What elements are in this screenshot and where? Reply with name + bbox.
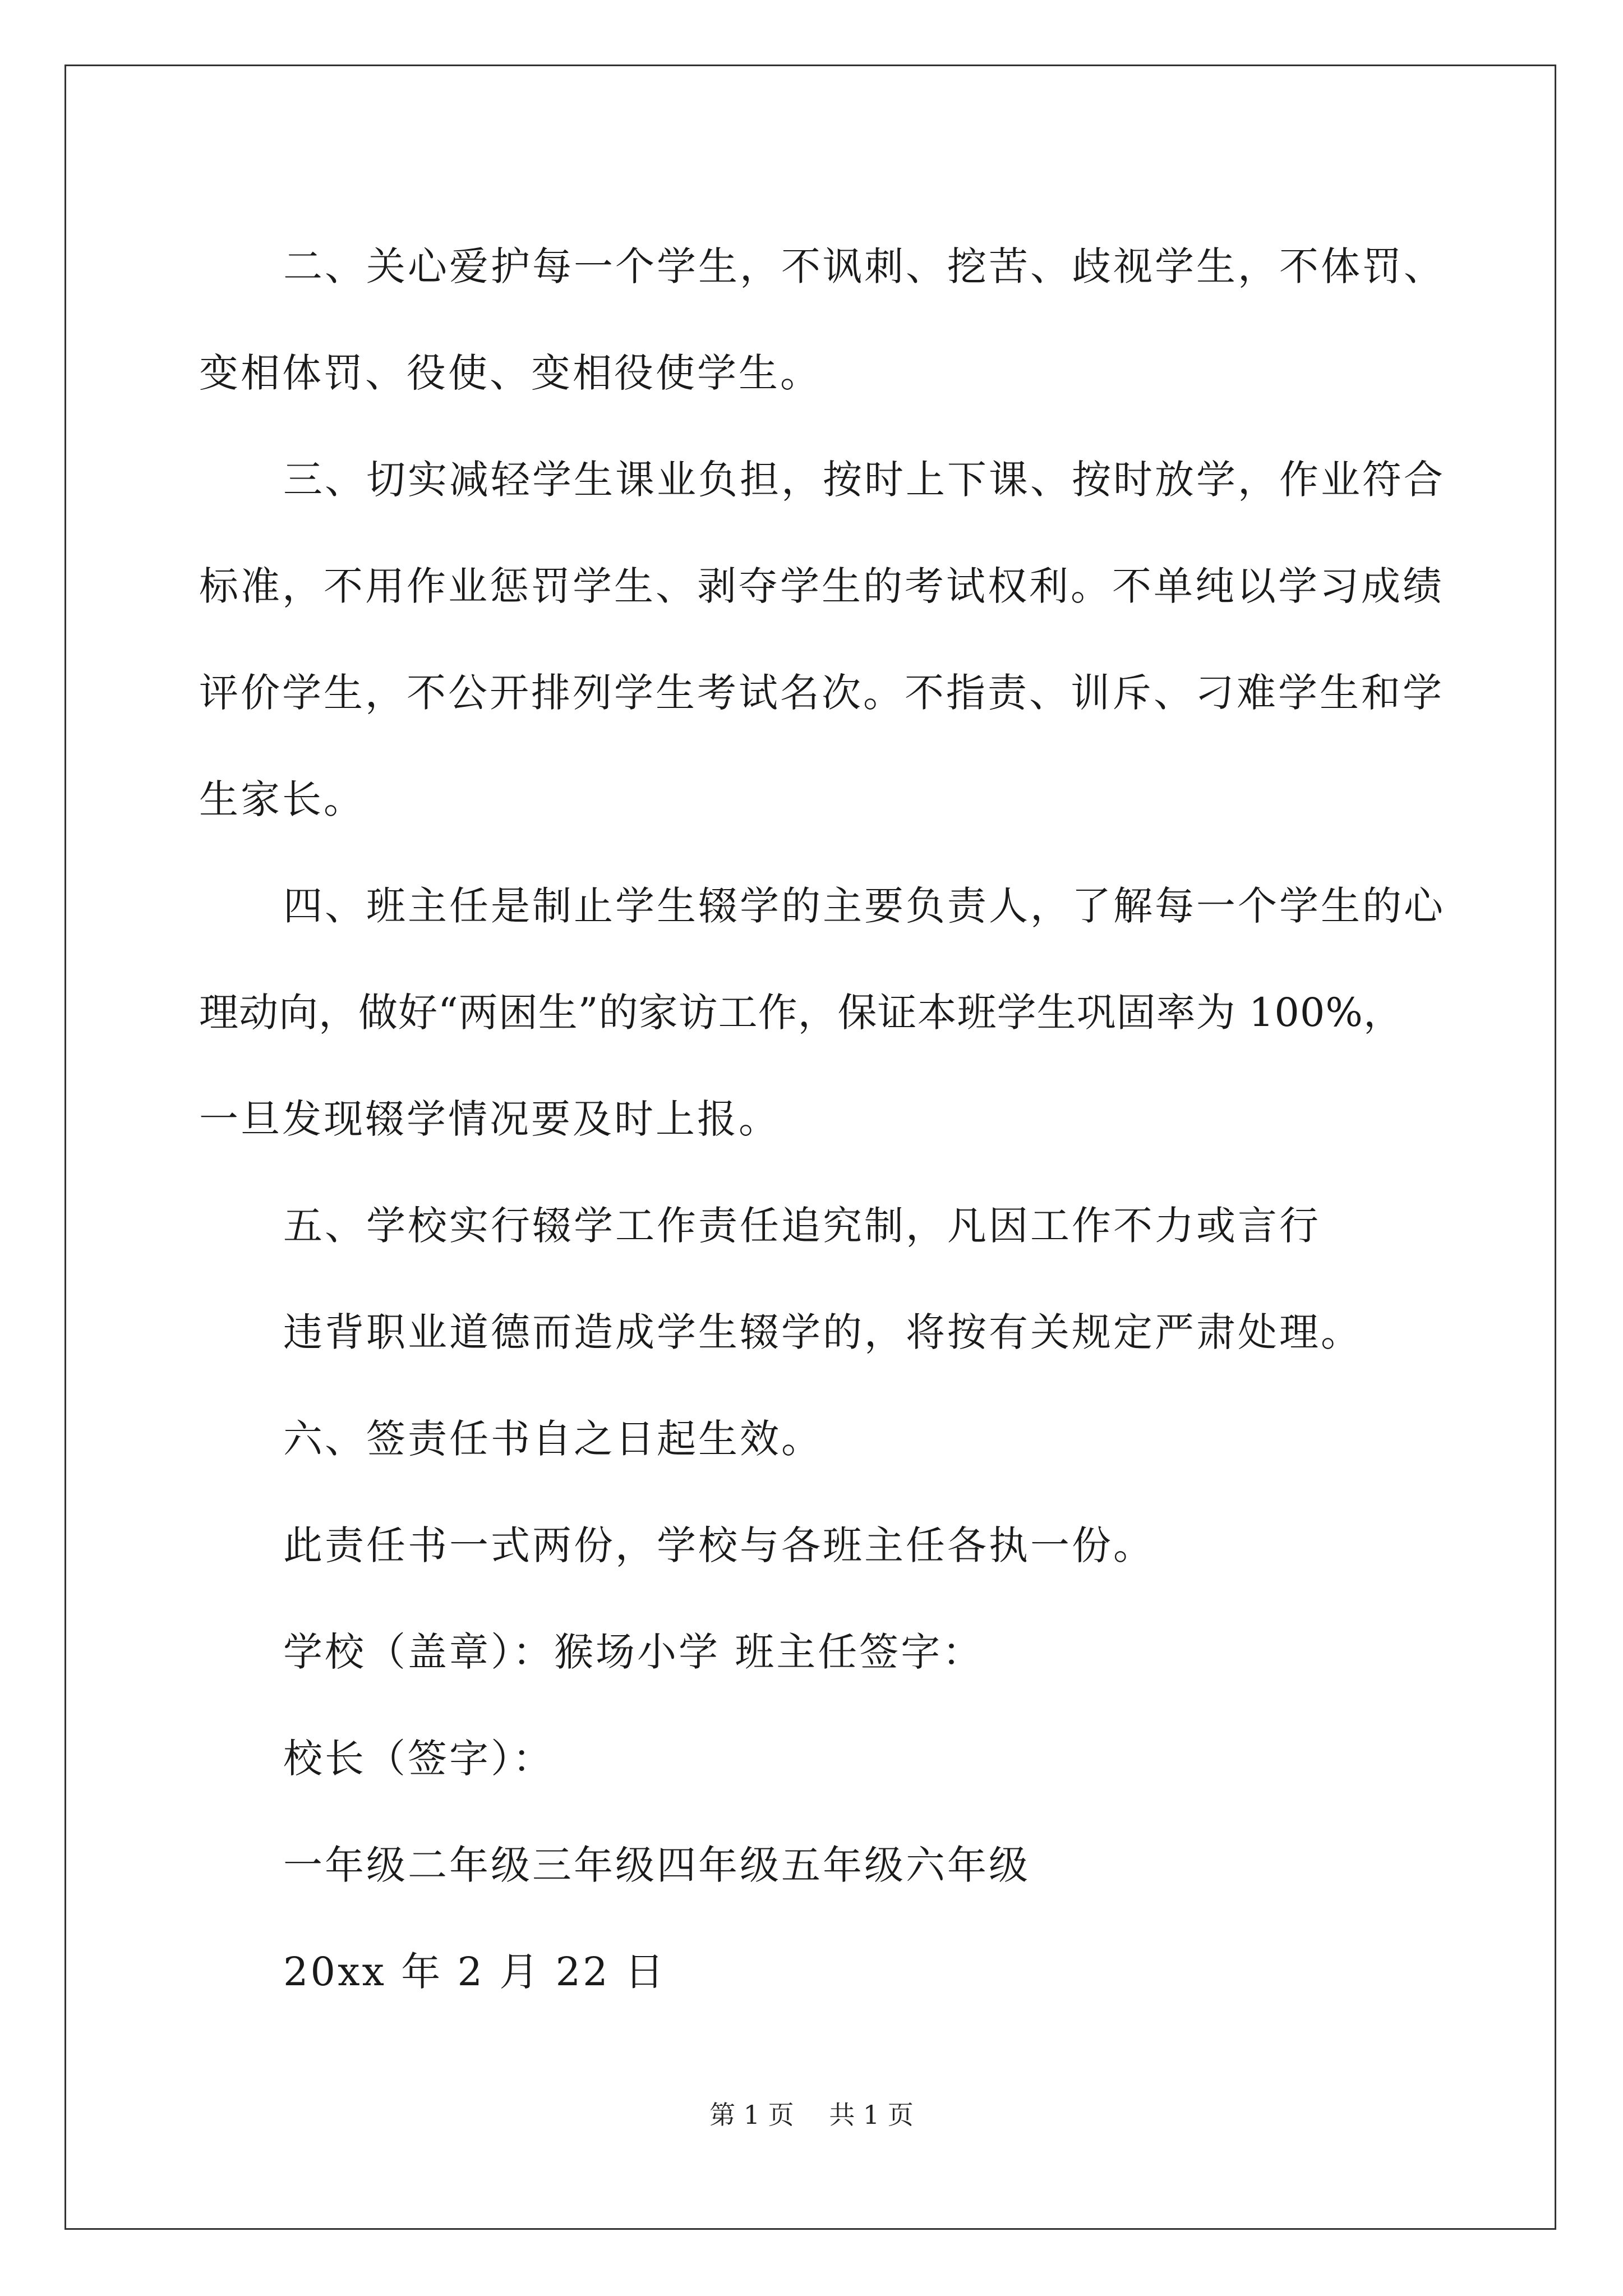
paragraph-line: 四、班主任是制止学生辍学的主要负责人，了解每一个学生的心 bbox=[283, 883, 1445, 929]
paragraph-line: 一旦发现辍学情况要及时上报。 bbox=[199, 1096, 780, 1142]
page-footer bbox=[0, 2098, 1623, 2132]
document-body bbox=[199, 213, 1461, 2025]
paragraph-line: 理动向，做好“两困生”的家访工作，保证本班学生巩固率为 100%， bbox=[199, 990, 1403, 1036]
paragraph-line: 三、切实减轻学生课业负担，按时上下课、按时放学，作业符合 bbox=[283, 457, 1445, 503]
grade-list: 一年级二年级三年级四年级五年级六年级 bbox=[283, 1842, 1030, 1888]
paragraph-line: 生家长。 bbox=[199, 776, 365, 822]
paragraph-line: 六、签责任书自之日起生效。 bbox=[283, 1416, 823, 1462]
document-date: 20xx 年 2 月 22 日 bbox=[283, 1949, 666, 1995]
paragraph-line: 标准，不用作业惩罚学生、剥夺学生的考试权利。不单纯以学习成绩 bbox=[199, 563, 1444, 609]
paragraph-line: 评价学生，不公开排列学生考试名次。不指责、训斥、刁难学生和学 bbox=[199, 670, 1444, 716]
paragraph-line: 五、学校实行辍学工作责任追究制，凡因工作不力或言行 bbox=[283, 1203, 1321, 1249]
signature-line-school: 学校（盖章）：猴场小学 班主任签字： bbox=[283, 1629, 984, 1675]
paragraph-line: 违背职业道德而造成学生辍学的，将按有关规定严肃处理。 bbox=[283, 1309, 1362, 1355]
paragraph-line: 变相体罚、役使、变相役使学生。 bbox=[199, 350, 822, 396]
page-total: 共 1 页 bbox=[829, 2100, 914, 2130]
page-number: 第 1 页 bbox=[709, 2100, 794, 2130]
paragraph-line: 此责任书一式两份，学校与各班主任各执一份。 bbox=[283, 1522, 1155, 1568]
paragraph-line: 二、关心爱护每一个学生，不讽刺、挖苦、歧视学生，不体罚、 bbox=[283, 243, 1445, 289]
signature-line-principal: 校长（签字）： bbox=[283, 1736, 554, 1782]
